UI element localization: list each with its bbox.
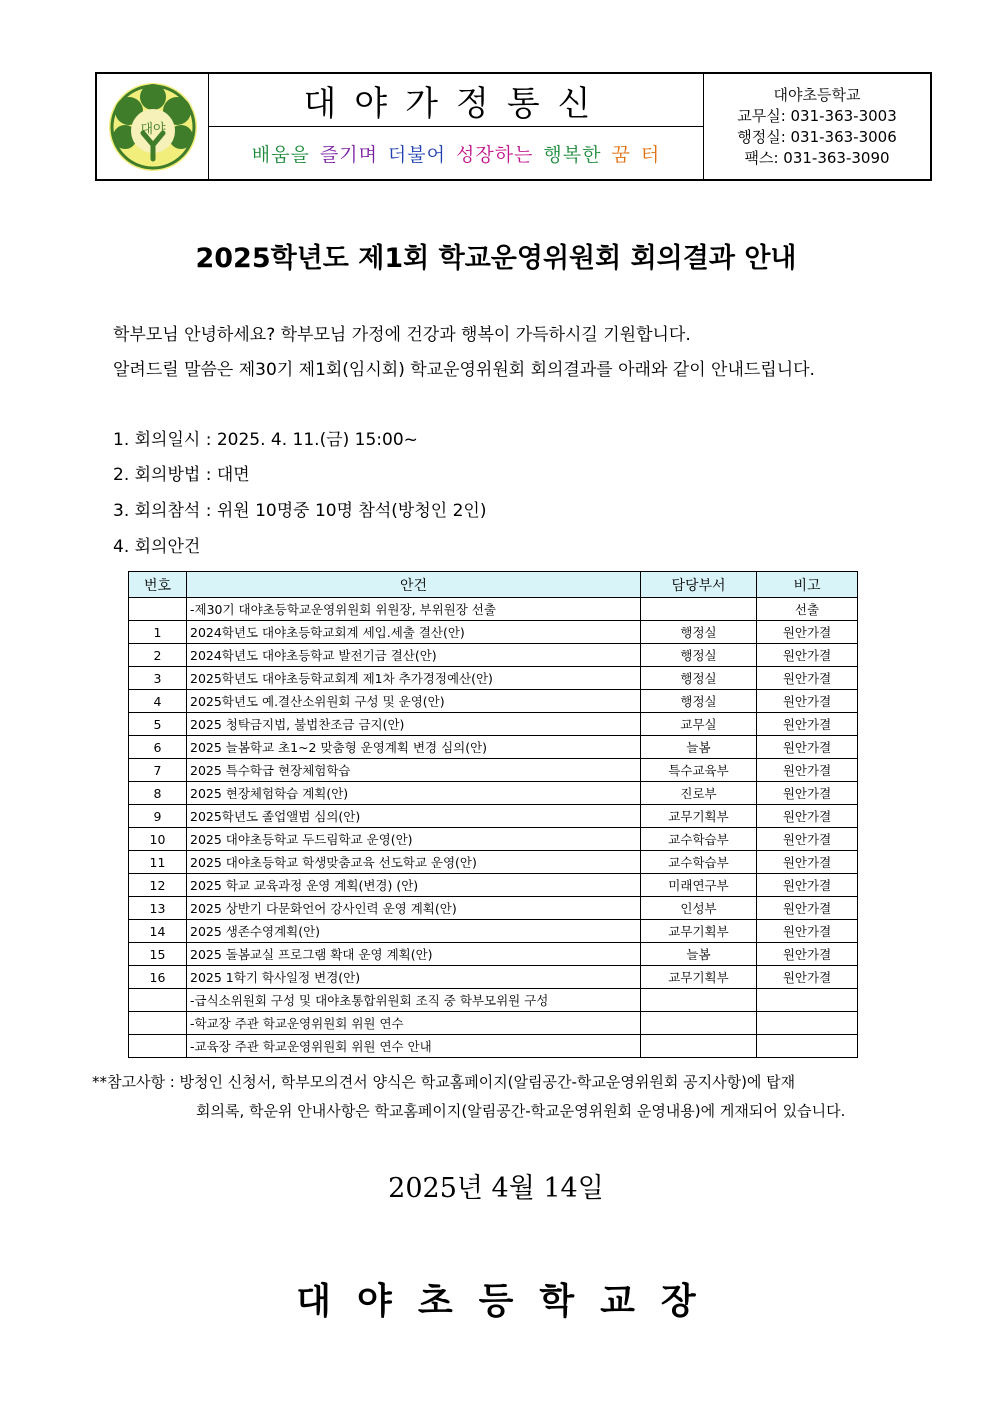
- agenda-department: 특수교육부: [641, 759, 757, 782]
- slogan-word: 배움을: [251, 143, 310, 166]
- agenda-department: 교무기획부: [641, 920, 757, 943]
- table-row: [129, 667, 858, 690]
- agenda-number: 3: [129, 667, 187, 690]
- table-row: [129, 1012, 858, 1035]
- agenda-remarks: 원안가결: [757, 782, 858, 805]
- table-row: [129, 1035, 858, 1058]
- agenda-number: 6: [129, 736, 187, 759]
- document-date: 2025년 4월 14일: [388, 1173, 604, 1204]
- agenda-remarks: 원안가결: [757, 644, 858, 667]
- table-row: [129, 621, 858, 644]
- table-row: [129, 759, 858, 782]
- meeting-agenda-heading: 4. 회의안건: [113, 537, 201, 557]
- agenda-number: 8: [129, 782, 187, 805]
- agenda-department: 미래연구부: [641, 874, 757, 897]
- agenda-remarks: [757, 1012, 858, 1035]
- col-header-remarks: 비고: [757, 572, 858, 598]
- agenda-remarks: 원안가결: [757, 759, 858, 782]
- agenda-number: [129, 1012, 187, 1035]
- agenda-department: [641, 1012, 757, 1035]
- col-header-number: 번호: [129, 572, 187, 598]
- agenda-title: -교육장 주관 학교운영위원회 위원 연수 안내: [187, 1035, 641, 1058]
- slogan-word: 터: [640, 143, 661, 166]
- agenda-remarks: [757, 1035, 858, 1058]
- slogan-word: 더불어: [387, 143, 446, 166]
- table-row: [129, 897, 858, 920]
- table-row: [129, 966, 858, 989]
- agenda-remarks: 원안가결: [757, 943, 858, 966]
- slogan-word: 꿈: [611, 143, 631, 166]
- table-row: [129, 713, 858, 736]
- slogan-word: 행복한: [543, 143, 602, 166]
- agenda-remarks: 원안가결: [757, 667, 858, 690]
- agenda-number: 5: [129, 713, 187, 736]
- agenda-number: 12: [129, 874, 187, 897]
- agenda-number: 15: [129, 943, 187, 966]
- agenda-title: 2025 상반기 다문화언어 강사인력 운영 계획(안): [187, 897, 641, 920]
- principal-signature-line: 대야초등학교장: [296, 1280, 722, 1322]
- greeting-line-1: 학부모님 안녕하세요? 학부모님 가정에 건강과 행복이 가득하시길 기원합니다.: [113, 325, 691, 345]
- col-header-agenda: 안건: [187, 572, 641, 598]
- agenda-remarks: 원안가결: [757, 966, 858, 989]
- agenda-title: 2025 늘봄학교 초1~2 맞춤형 운영계획 변경 심의(안): [187, 736, 641, 759]
- agenda-remarks: 원안가결: [757, 920, 858, 943]
- agenda-department: 교무기획부: [641, 805, 757, 828]
- agenda-title: 2025 대야초등학교 학생맞춤교육 선도학교 운영(안): [187, 851, 641, 874]
- agenda-department: 교수학습부: [641, 828, 757, 851]
- svg-text:대야: 대야: [139, 121, 166, 137]
- table-row: [129, 920, 858, 943]
- school-logo: [107, 81, 199, 173]
- agenda-title: 2024학년도 대야초등학교 발전기금 결산(안): [187, 644, 641, 667]
- phone-admin-office: 행정실: 031-363-3006: [737, 127, 897, 146]
- greeting-line-2: 알려드릴 말씀은 제30기 제1회(임시회) 학교운영위원회 회의결과를 아래와 같이 안내드립니다.: [113, 360, 815, 380]
- agenda-remarks: 원안가결: [757, 736, 858, 759]
- agenda-number: 16: [129, 966, 187, 989]
- table-row: [129, 690, 858, 713]
- agenda-department: 진로부: [641, 782, 757, 805]
- agenda-department: [641, 598, 757, 621]
- agenda-title: 2025 현장체험학습 계획(안): [187, 782, 641, 805]
- agenda-title: 2025 청탁금지법, 불법찬조금 금지(안): [187, 713, 641, 736]
- agenda-number: [129, 989, 187, 1012]
- table-row: [129, 782, 858, 805]
- agenda-department: 교수학습부: [641, 851, 757, 874]
- agenda-number: 13: [129, 897, 187, 920]
- school-contact-info: [704, 74, 930, 179]
- agenda-department: 교무실: [641, 713, 757, 736]
- agenda-remarks: 원안가결: [757, 621, 858, 644]
- agenda-title: -학교장 주관 학교운영위원회 위원 연수: [187, 1012, 641, 1035]
- agenda-remarks: [757, 989, 858, 1012]
- newsletter-title: 대야가정통신: [209, 74, 703, 127]
- agenda-department: 행정실: [641, 667, 757, 690]
- agenda-title: 2025 생존수영계획(안): [187, 920, 641, 943]
- agenda-title: 2025 1학기 학사일정 변경(안): [187, 966, 641, 989]
- agenda-remarks: 원안가결: [757, 851, 858, 874]
- agenda-remarks: 원안가결: [757, 897, 858, 920]
- agenda-remarks: 원안가결: [757, 690, 858, 713]
- agenda-remarks: 원안가결: [757, 713, 858, 736]
- title-cell: [209, 74, 704, 179]
- slogan-word: 성장하는: [455, 143, 534, 166]
- agenda-number: 1: [129, 621, 187, 644]
- agenda-number: [129, 598, 187, 621]
- table-row: [129, 851, 858, 874]
- table-row: [129, 805, 858, 828]
- meeting-datetime: 1. 회의일시 : 2025. 4. 11.(금) 15:00~: [113, 430, 418, 450]
- reference-note-1: **참고사항 : 방청인 신청서, 학부모의견서 양식은 학교홈페이지(알림공간-학교운영위원회 공지사항)에 탑재: [92, 1073, 796, 1091]
- agenda-title: 2025 학교 교육과정 운영 계획(변경) (안): [187, 874, 641, 897]
- agenda-number: 10: [129, 828, 187, 851]
- fax-number: 팩스: 031-363-3090: [744, 148, 890, 167]
- table-row: [129, 598, 858, 621]
- agenda-department: 행정실: [641, 644, 757, 667]
- table-row: [129, 828, 858, 851]
- agenda-remarks: 원안가결: [757, 874, 858, 897]
- table-row: [129, 874, 858, 897]
- agenda-department: [641, 989, 757, 1012]
- table-row: [129, 644, 858, 667]
- agenda-title: -제30기 대야초등학교운영위원회 위원장, 부위원장 선출: [187, 598, 641, 621]
- agenda-number: 7: [129, 759, 187, 782]
- reference-note-2: 회의록, 학운위 안내사항은 학교홈페이지(알림공간-학교운영위원회 운영내용)에 게재되어 있습니다.: [196, 1102, 846, 1120]
- agenda-remarks: 원안가결: [757, 805, 858, 828]
- school-logo-cell: [97, 74, 209, 179]
- school-name: 대야초등학교: [773, 85, 861, 104]
- agenda-title: 2025 특수학급 현장체험학습: [187, 759, 641, 782]
- slogan-word: 즐기며: [319, 143, 378, 166]
- meeting-method: 2. 회의방법 : 대면: [113, 465, 250, 485]
- agenda-number: [129, 1035, 187, 1058]
- agenda-title: 2025 돌봄교실 프로그램 확대 운영 계획(안): [187, 943, 641, 966]
- agenda-department: [641, 1035, 757, 1058]
- agenda-number: 4: [129, 690, 187, 713]
- agenda-title: 2025학년도 예.결산소위원회 구성 및 운영(안): [187, 690, 641, 713]
- agenda-department: 교무기획부: [641, 966, 757, 989]
- agenda-number: 2: [129, 644, 187, 667]
- agenda-department: 인성부: [641, 897, 757, 920]
- newsletter-header: [95, 72, 932, 181]
- col-header-department: 담당부서: [641, 572, 757, 598]
- agenda-title: 2025 대야초등학교 두드림학교 운영(안): [187, 828, 641, 851]
- agenda-title: 2025학년도 졸업앨범 심의(안): [187, 805, 641, 828]
- meeting-attendance: 3. 회의참석 : 위원 10명중 10명 참석(방청인 2인): [113, 501, 487, 521]
- agenda-number: 9: [129, 805, 187, 828]
- agenda-remarks: 선출: [757, 598, 858, 621]
- agenda-title: 2025학년도 대야초등학교회계 제1차 추가경정예산(안): [187, 667, 641, 690]
- agenda-department: 행정실: [641, 621, 757, 644]
- phone-academic-office: 교무실: 031-363-3003: [737, 106, 897, 125]
- agenda-department: 늘봄: [641, 736, 757, 759]
- agenda-number: 14: [129, 920, 187, 943]
- table-row: [129, 943, 858, 966]
- table-row: [129, 736, 858, 759]
- school-slogan: [209, 127, 703, 179]
- agenda-department: 늘봄: [641, 943, 757, 966]
- agenda-table: [128, 571, 858, 1058]
- agenda-title: 2024학년도 대야초등학교회계 세입.세출 결산(안): [187, 621, 641, 644]
- table-row: [129, 989, 858, 1012]
- agenda-remarks: 원안가결: [757, 828, 858, 851]
- agenda-title: -급식소위원회 구성 및 대야초통합위원회 조직 중 학부모위원 구성: [187, 989, 641, 1012]
- document-title: 2025학년도 제1회 학교운영위원회 회의결과 안내: [195, 243, 797, 274]
- agenda-number: 11: [129, 851, 187, 874]
- agenda-department: 행정실: [641, 690, 757, 713]
- agenda-header-row: [129, 572, 858, 598]
